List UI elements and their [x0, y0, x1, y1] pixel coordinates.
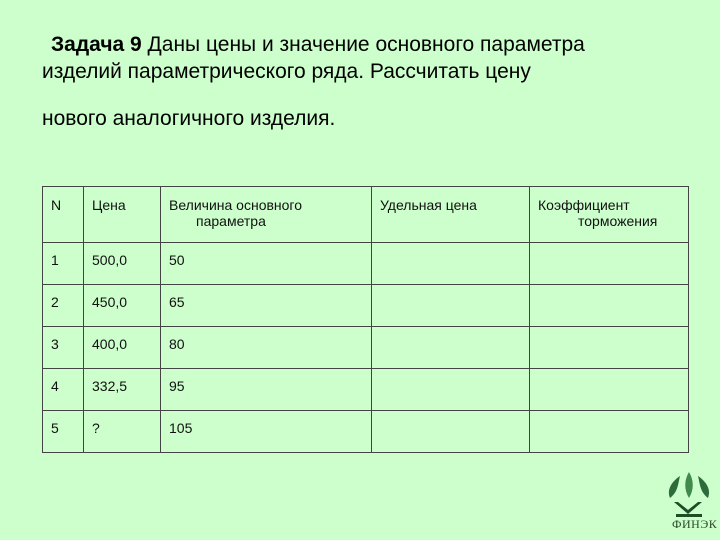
- header-coef-line-1: Коэффициент: [538, 197, 630, 213]
- cell-price: ?: [84, 411, 161, 453]
- header-n: N: [43, 187, 84, 243]
- cell-param: 80: [161, 327, 372, 369]
- table-row: [43, 243, 689, 285]
- table-row: [43, 285, 689, 327]
- title-line-3: нового аналогичного изделия.: [42, 107, 336, 130]
- cell-param: 95: [161, 369, 372, 411]
- cell-unit-price: [372, 285, 530, 327]
- cell-n: 3: [43, 327, 84, 369]
- cell-price: 450,0: [84, 285, 161, 327]
- cell-coef: [530, 243, 689, 285]
- cell-coef: [530, 411, 689, 453]
- cell-price: 500,0: [84, 243, 161, 285]
- header-param-line-2: параметра: [196, 213, 266, 229]
- cell-n: 2: [43, 285, 84, 327]
- cell-unit-price: [372, 369, 530, 411]
- header-coef: [530, 187, 689, 243]
- cell-coef: [530, 327, 689, 369]
- header-param-line-1: Величина основного: [169, 197, 303, 213]
- header-param: [161, 187, 372, 243]
- logo-leaf-right: [698, 476, 709, 498]
- table-row: [43, 411, 689, 453]
- cell-param: 50: [161, 243, 372, 285]
- header-unit-price: Удельная цена: [372, 187, 530, 243]
- cell-coef: [530, 369, 689, 411]
- cell-n: 4: [43, 369, 84, 411]
- table-row: [43, 327, 689, 369]
- cell-n: 5: [43, 411, 84, 453]
- header-price: Цена: [84, 187, 161, 243]
- logo-text: ФИНЭК: [672, 517, 718, 531]
- cell-param: 65: [161, 285, 372, 327]
- table-row: [43, 369, 689, 411]
- cell-price: 332,5: [84, 369, 161, 411]
- title-line-1-text: Даны цены и значение основного параметра: [141, 33, 585, 56]
- cell-n: 1: [43, 243, 84, 285]
- logo-letter: [674, 502, 702, 514]
- cell-param: 105: [161, 411, 372, 453]
- logo-leaf-center: [685, 472, 693, 498]
- title-line-1: [42, 31, 702, 58]
- price-table: [42, 186, 689, 453]
- cell-unit-price: [372, 243, 530, 285]
- task-title: [42, 31, 702, 132]
- cell-unit-price: [372, 327, 530, 369]
- title-line-2: изделий параметрического ряда. Рассчитать цену: [42, 60, 531, 83]
- task-label: Задача 9: [51, 33, 142, 56]
- logo-leaf-left: [669, 476, 680, 498]
- cell-coef: [530, 285, 689, 327]
- cell-price: 400,0: [84, 327, 161, 369]
- header-coef-line-2: торможения: [578, 213, 658, 229]
- cell-unit-price: [372, 411, 530, 453]
- table-header-row: [43, 187, 689, 243]
